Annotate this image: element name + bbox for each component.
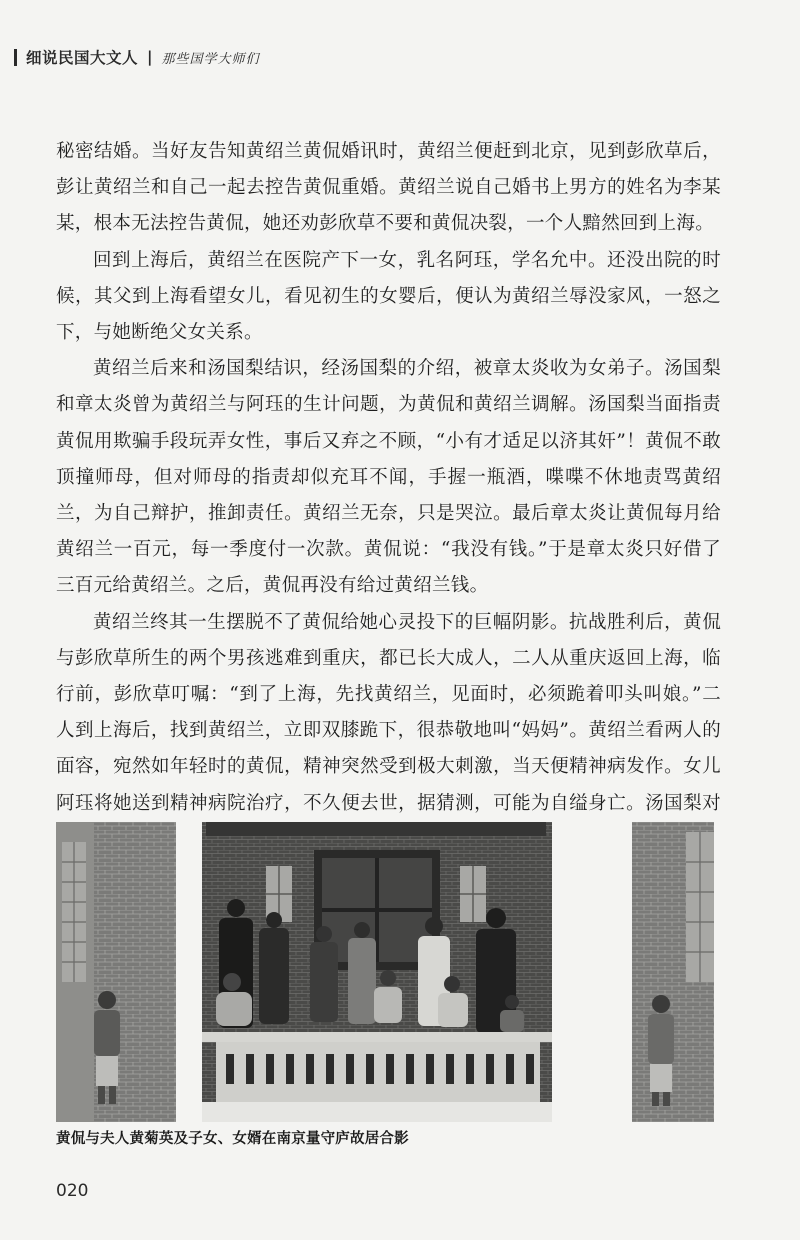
group-photo (56, 822, 714, 1122)
page-number: 020 (56, 1181, 89, 1201)
chapter-title: 那些国学大师们 (161, 51, 260, 67)
paragraph: 回到上海后，黄绍兰在医院产下一女，乳名阿珏，学名允中。还没出院的时候，其父到上海看望女儿，看见初生的女婴后，便认为黄绍兰辱没家风，一怒之下，与她断绝父女关系。 (56, 249, 721, 344)
body-text (56, 134, 721, 858)
book-title: 细说民国大文人 (26, 49, 139, 67)
running-header (14, 44, 260, 70)
header-bar (14, 49, 17, 66)
figure-caption: 黄侃与夫人黄菊英及子女、女婿在南京量守庐故居合影 (56, 1131, 409, 1147)
header-separator: | (147, 48, 153, 66)
paragraph: 黄绍兰终其一生摆脱不了黄侃给她心灵投下的巨幅阴影。抗战胜利后，黄侃与彭欣草所生的两个男孩逃难到重庆，都已长大成人，二人从重庆返回上海，临行前，彭欣草叮嘱：“到了上海，先找黄绍兰，见面时，必须跪着叩头叫娘。”二人到上海后，找到黄绍兰，立即双膝跪下，很恭敬地叫“妈妈”。黄绍兰看两人的面容，宛然如年轻时的黄侃，精神突然受到极大刺激，当天便精神病发作。女儿阿珏将她送到精神病院治疗，不久便去世，据猜测，可能为自缢身亡。汤国梨对 (56, 611, 721, 814)
paragraph: 黄绍兰后来和汤国梨结识，经汤国梨的介绍，被章太炎收为女弟子。汤国梨和章太炎曾为黄绍兰与阿珏的生计问题，为黄侃和黄绍兰调解。汤国梨当面指责黄侃用欺骗手段玩弄女性，事后又弃之不顾，“小有才适足以济其奸”！黄侃不敢顶撞师母，但对师母的指责却似充耳不闻，手握一瓶酒，喋喋不休地责骂黄绍兰，为自己辩护，推卸责任。黄绍兰无奈，只是哭泣。最后章太炎让黄侃每月给黄绍兰一百元，每一季度付一次款。黄侃说：“我没有钱。”于是章太炎只好借了三百元给黄绍兰。之后，黄侃再没有给过黄绍兰钱。 (56, 358, 721, 597)
paragraph: 秘密结婚。当好友告知黄绍兰黄侃婚讯时，黄绍兰便赶到北京，见到彭欣草后，彭让黄绍兰和自己一起去控告黄侃重婚。黄绍兰说自己婚书上男方的姓名为李某某，根本无法控告黄侃，她还劝彭欣草不要和黄侃决裂，一个人黯然回到上海。 (56, 141, 721, 235)
